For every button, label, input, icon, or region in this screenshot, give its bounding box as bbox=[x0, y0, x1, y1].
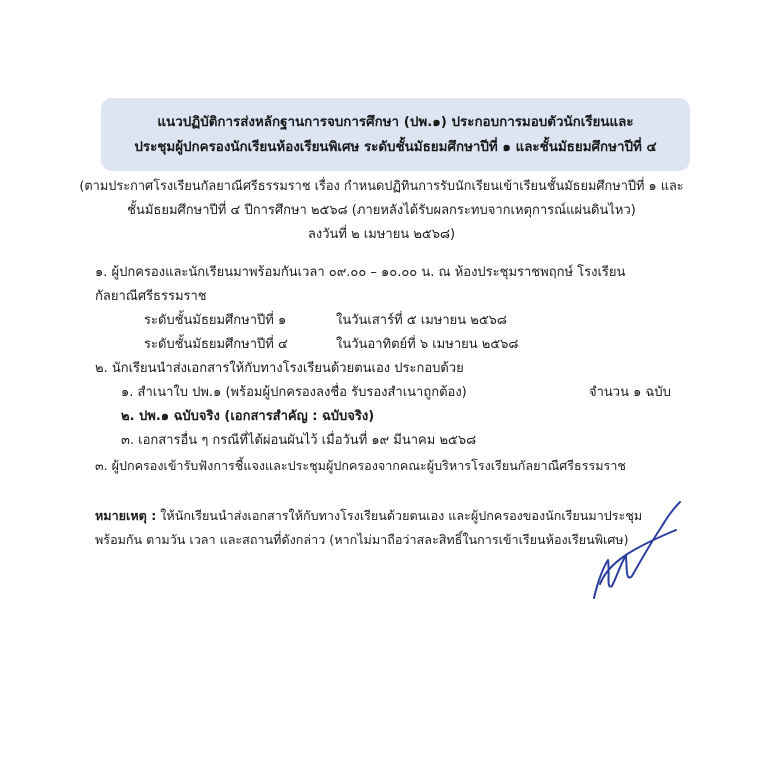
note-text-1: ให้นักเรียนนำส่งเอกสารให้กับทางโรงเรียนด้วยตนเอง และผู้ปกครองของนักเรียนมาประชุม bbox=[156, 508, 643, 523]
schedule-level-1: ระดับชั้นมัธยมศึกษาปีที่ ๑ bbox=[144, 313, 287, 328]
note-line-2: พร้อมกัน ตามวัน เวลา และสถานที่ดังกล่าว (หากไม่มาถือว่าสละสิทธิ์ในการเข้าเรียนห้องเรียนพิเศษ) bbox=[95, 532, 629, 547]
item-1-line-2: กัลยาณีศรีธรรมราช bbox=[95, 289, 207, 304]
note-label: หมายเหตุ : bbox=[95, 508, 157, 523]
item-1-line-1: ๑. ผู้ปกครองและนักเรียนมาพร้อมกันเวลา ๐๙.๐๐ – ๑๐.๐๐ น. ณ ห้องประชุมราชพฤกษ์ โรงเรียน bbox=[95, 265, 626, 280]
reference-line-2: ชั้นมัธยมศึกษาปีที่ ๔ ปีการศึกษา ๒๕๖๘ (ภายหลังได้รับผลกระทบจากเหตุการณ์แผ่นดินไหว) bbox=[127, 203, 636, 218]
title-box bbox=[101, 98, 690, 171]
item-2-heading: ๒. นักเรียนนำส่งเอกสารให้กับทางโรงเรียนด้วยตนเอง ประกอบด้วย bbox=[95, 361, 464, 376]
schedule-date-1: ในวันเสาร์ที่ ๕ เมษายน ๒๕๖๘ bbox=[336, 313, 507, 328]
item-3-text: ๓. ผู้ปกครองเข้ารับฟังการชี้แจงและประชุมผู้ปกครองจากคณะผู้บริหารโรงเรียนกัลยาณีศรีธรรมราช bbox=[95, 458, 626, 473]
schedule-level-2: ระดับชั้นมัธยมศึกษาปีที่ ๔ bbox=[144, 337, 288, 352]
schedule-date-2: ในวันอาทิตย์ที่ ๖ เมษายน ๒๕๖๘ bbox=[336, 337, 519, 352]
reference-line-3: ลงวันที่ ๒ เมษายน ๒๕๖๘) bbox=[307, 227, 456, 242]
title-line-1: แนวปฏิบัติการส่งหลักฐานการจบการศึกษา (ปพ.๑) ประกอบการมอบตัวนักเรียนและ bbox=[157, 114, 634, 130]
note-line-1 bbox=[95, 507, 642, 525]
doc-item-1-qty: จำนวน ๑ ฉบับ bbox=[589, 385, 671, 400]
title-line-2: ประชุมผู้ปกครองนักเรียนห้องเรียนพิเศษ ระดับชั้นมัธยมศึกษาปีที่ ๑ และชั้นมัธยมศึกษาปีที่ ๔ bbox=[134, 139, 657, 155]
doc-item-2: ๒. ปพ.๑ ฉบับจริง (เอกสารสำคัญ : ฉบับจริง) bbox=[121, 409, 375, 424]
reference-line-1: (ตามประกาศโรงเรียนกัลยาณีศรีธรรมราช เรื่อง กำหนดปฏิทินการรับนักเรียนเข้าเรียนชั้นมัธยมศึกษาปีที่ ๑ และ bbox=[79, 179, 684, 194]
doc-item-1: ๑. สำเนาใบ ปพ.๑ (พร้อมผู้ปกครองลงชื่อ รับรองสำเนาถูกต้อง) bbox=[121, 385, 467, 400]
doc-item-3: ๓. เอกสารอื่น ๆ กรณีที่ได้ผ่อนผันไว้ เมื่อวันที่ ๑๙ มีนาคม ๒๕๖๘ bbox=[121, 433, 477, 448]
signature-icon bbox=[588, 494, 684, 604]
